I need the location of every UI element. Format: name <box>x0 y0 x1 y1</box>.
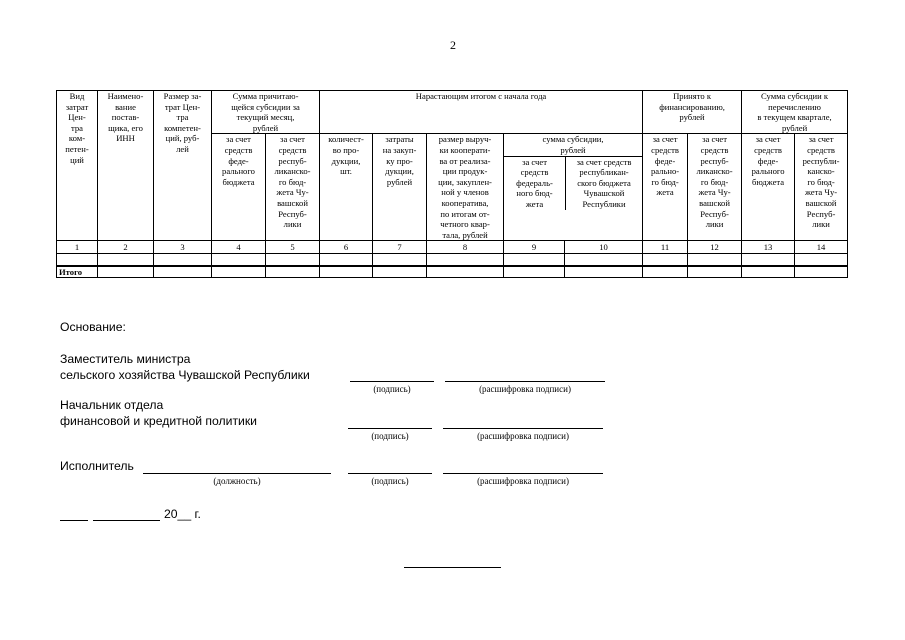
header-line: лики <box>705 219 724 230</box>
column-number: 13 <box>742 241 795 254</box>
header-line: ций, руб- <box>165 133 200 144</box>
header-subsidy-group-label <box>504 134 642 156</box>
total-cell <box>795 266 848 278</box>
header-quarter-fed <box>742 134 795 241</box>
table-cell <box>57 254 98 267</box>
header-line: ку про- <box>386 155 413 166</box>
header-line: средств <box>224 144 253 155</box>
header-cumulative-fed <box>504 157 566 210</box>
header-line: го бюд- <box>807 176 835 187</box>
header-line: средств <box>754 144 782 155</box>
total-cell <box>427 266 504 278</box>
table-cell <box>565 254 643 267</box>
total-label: Итого <box>57 266 98 278</box>
header-line: за счет <box>226 134 251 145</box>
total-cell <box>373 266 427 278</box>
decoding-caption: (расшифровка подписи) <box>479 384 571 394</box>
header-line: ции продук- <box>442 166 488 177</box>
header-line: за счет <box>522 156 547 167</box>
header-line: Цен- <box>68 112 86 123</box>
header-line: ций <box>70 154 84 165</box>
header-line: бюджета <box>752 176 785 187</box>
header-line: ки кооперати- <box>439 144 491 155</box>
header-line: ком- <box>68 133 86 144</box>
header-line: лей <box>176 143 189 154</box>
header-line: за счет <box>652 134 678 145</box>
table-cell <box>266 254 320 267</box>
header-line: рублей <box>781 122 808 133</box>
signature-caption: (подпись) <box>371 431 409 441</box>
table-cell <box>212 254 266 267</box>
header-revenue <box>427 134 504 241</box>
table-cell <box>427 254 504 267</box>
header-line: ции, закуплен- <box>438 176 492 187</box>
table-cell <box>643 254 688 267</box>
date-day-line <box>60 520 88 521</box>
header-line: тала, рублей <box>442 229 488 240</box>
header-line: Сумма субсидии к <box>761 91 829 101</box>
decoding-caption: (расшифровка подписи) <box>477 476 569 486</box>
column-number: 14 <box>795 241 848 254</box>
total-cell <box>154 266 212 278</box>
header-line: текущий месяц, <box>236 112 295 123</box>
column-number: 11 <box>643 241 688 254</box>
header-line: средств <box>700 144 729 155</box>
header-quarter-rep <box>795 134 848 241</box>
header-line: дукции, <box>331 155 361 166</box>
column-number: 8 <box>427 241 504 254</box>
total-cell <box>504 266 565 278</box>
subsidy-table <box>56 90 848 278</box>
header-line: щика, его <box>108 122 143 133</box>
header-line: феде- <box>228 155 249 166</box>
table-cell <box>98 254 154 267</box>
header-line: го бюд- <box>651 176 679 187</box>
header-line: дукции, <box>385 166 414 177</box>
table-cell <box>688 254 742 267</box>
table-cell <box>742 254 795 267</box>
column-number: 2 <box>98 241 154 254</box>
header-line: затраты <box>385 134 414 145</box>
header-line: рального <box>751 166 785 177</box>
decoding-line <box>443 473 603 474</box>
header-line: средств <box>278 144 307 155</box>
header-line: рублей <box>252 122 279 133</box>
header-line: Респуб- <box>278 208 307 219</box>
total-row <box>57 266 848 278</box>
table-cell <box>373 254 427 267</box>
header-cumulative-rep <box>566 157 642 210</box>
header-supplier <box>98 91 154 241</box>
header-line: Принято к <box>673 91 711 101</box>
header-line: Размер за- <box>163 91 202 101</box>
header-line: средств <box>651 144 679 155</box>
header-line: кооператива, <box>441 197 489 208</box>
column-number: 4 <box>212 241 266 254</box>
header-accepted-financing <box>643 91 742 134</box>
deputy-minister-title: Заместитель министра <box>60 352 191 366</box>
header-line: жета <box>656 187 674 198</box>
header-line: за счет <box>280 134 305 145</box>
header-line: жета Чу- <box>698 187 731 198</box>
header-line: ликанско- <box>696 166 733 177</box>
header-line: трат Цен- <box>164 101 201 112</box>
signature-line <box>348 428 432 429</box>
signature-line <box>350 381 434 382</box>
header-quantity <box>320 134 373 241</box>
header-line: средств <box>520 167 549 178</box>
header-line: затрат <box>65 101 89 112</box>
total-cell <box>742 266 795 278</box>
total-cell <box>98 266 154 278</box>
header-line: рально- <box>650 166 680 177</box>
header-line: ского бюджета <box>577 177 631 188</box>
department-head-title: Начальник отдела <box>60 398 164 412</box>
header-line: компетен- <box>164 122 201 133</box>
header-line: ликанско- <box>274 166 311 177</box>
header-line: рублей <box>679 112 705 123</box>
table-cell <box>154 254 212 267</box>
header-line: лики <box>283 219 302 230</box>
header-line: количест- <box>328 134 364 145</box>
header-line: республи- <box>802 155 840 166</box>
header-cumulative: Нарастающим итогом с начала года <box>320 91 643 134</box>
column-number: 9 <box>504 241 565 254</box>
header-line: за счет <box>702 134 727 145</box>
basis-label: Основание: <box>60 320 126 334</box>
header-current-month-subsidy <box>212 91 320 134</box>
header-line: средств <box>807 144 835 155</box>
header-line: во про- <box>332 144 360 155</box>
header-line: рального <box>222 166 255 177</box>
header-cost-type <box>57 91 98 241</box>
header-line: вашской <box>805 197 837 208</box>
header-line: Республики <box>582 198 626 209</box>
deputy-minister-org: сельского хозяйства Чувашской Республики <box>60 368 310 382</box>
table-cell <box>795 254 848 267</box>
signature-line <box>348 473 432 474</box>
header-line: ва от реализа- <box>439 155 491 166</box>
column-number: 3 <box>154 241 212 254</box>
header-line: респуб- <box>278 155 307 166</box>
executor-label: Исполнитель <box>60 459 134 473</box>
total-cell <box>320 266 373 278</box>
header-line: финансированию, <box>659 101 725 112</box>
column-number: 12 <box>688 241 742 254</box>
header-line: тра <box>71 122 83 133</box>
header-cost-amount <box>154 91 212 241</box>
date-month-line <box>93 520 160 521</box>
header-line: респуб- <box>700 155 729 166</box>
footer-separator <box>404 567 501 568</box>
column-number: 1 <box>57 241 98 254</box>
decoding-caption: (расшифровка подписи) <box>477 431 569 441</box>
signature-caption: (подпись) <box>373 384 411 394</box>
header-line: го бюд- <box>700 176 729 187</box>
header-line: перечислению <box>768 101 821 112</box>
position-line <box>143 473 331 474</box>
header-line: петен- <box>65 143 89 154</box>
header-line: сумма субсидии, <box>542 134 604 145</box>
header-line: вание <box>115 101 136 112</box>
header-purchase-cost <box>373 134 427 241</box>
total-cell <box>643 266 688 278</box>
header-line: на закуп- <box>382 144 417 155</box>
decoding-line <box>443 428 603 429</box>
header-line: по итогам от- <box>440 208 490 219</box>
decoding-line <box>445 381 605 382</box>
header-line: вашской <box>277 197 308 208</box>
department-head-dept: финансовой и кредитной политики <box>60 414 257 428</box>
header-line: жета Чу- <box>804 187 838 198</box>
header-line: феде- <box>654 155 676 166</box>
header-line: щейся субсидии за <box>231 101 300 112</box>
header-accepted-rep <box>688 134 742 241</box>
header-current-rep <box>266 134 320 241</box>
total-cell <box>688 266 742 278</box>
header-line: за счет средств <box>576 156 632 167</box>
header-cumulative-subsidy <box>504 134 643 241</box>
page-number: 2 <box>450 38 456 52</box>
header-line: вашской <box>699 197 730 208</box>
header-line: лики <box>812 219 830 230</box>
header-line: в текущем квартале, <box>757 112 832 123</box>
header-line: Респуб- <box>700 208 729 219</box>
header-line: Наимено- <box>107 91 144 101</box>
table-cell <box>320 254 373 267</box>
header-line: Сумма причитаю- <box>232 91 299 101</box>
header-accepted-fed <box>643 134 688 241</box>
header-line: постав- <box>111 112 140 123</box>
header-line: рублей <box>386 176 413 187</box>
header-line: тра <box>176 112 189 123</box>
table-cell <box>504 254 565 267</box>
header-line: за счет <box>755 134 781 145</box>
header-line: жета Чу- <box>276 187 309 198</box>
header-line: бюджета <box>222 176 255 187</box>
header-line: канско- <box>807 166 835 177</box>
column-number: 6 <box>320 241 373 254</box>
header-line: четного квар- <box>440 219 490 230</box>
date-year: 20__ г. <box>164 507 201 521</box>
header-quarter-transfer <box>742 91 848 134</box>
signature-caption: (подпись) <box>371 476 409 486</box>
column-number: 10 <box>565 241 643 254</box>
column-number-row <box>57 241 848 254</box>
column-number: 5 <box>266 241 320 254</box>
header-line: го бюд- <box>278 176 307 187</box>
total-cell <box>266 266 320 278</box>
column-number: 7 <box>373 241 427 254</box>
header-line: шт. <box>340 166 352 177</box>
header-line: Респуб- <box>806 208 836 219</box>
header-line: жета <box>525 198 544 209</box>
header-line: ного бюд- <box>516 188 553 199</box>
header-line: ной у членов <box>441 187 489 198</box>
header-line: за счет <box>808 134 834 145</box>
header-line: республикан- <box>579 167 629 178</box>
total-cell <box>565 266 643 278</box>
position-caption: (должность) <box>213 476 261 486</box>
header-line: федераль- <box>516 177 553 188</box>
header-line: размер выруч- <box>438 134 492 145</box>
header-line: Вид <box>69 91 85 101</box>
header-line: рублей <box>560 144 586 155</box>
header-line: Чувашской <box>583 188 625 199</box>
table-row <box>57 254 848 267</box>
header-current-fed <box>212 134 266 241</box>
total-cell <box>212 266 266 278</box>
header-line: ИНН <box>116 133 135 144</box>
header-line: феде- <box>757 155 779 166</box>
